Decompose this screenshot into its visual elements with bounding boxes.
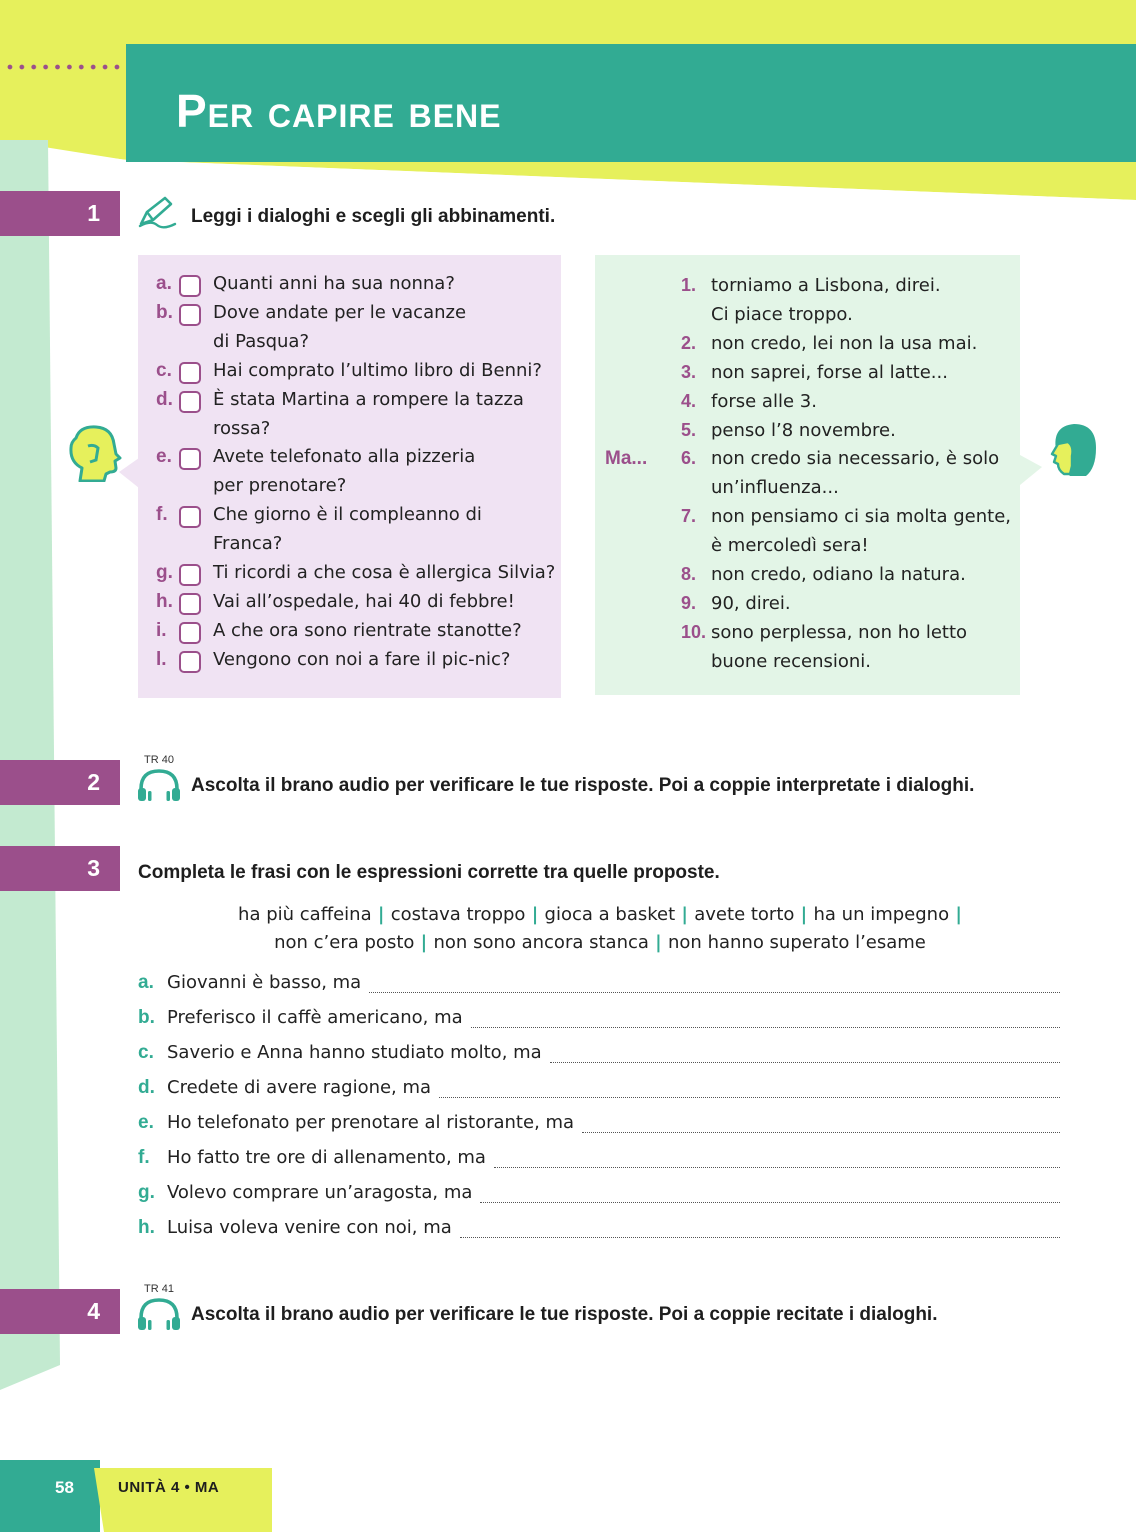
answer-blank[interactable]	[369, 992, 1060, 993]
sentence-text: Luisa voleva venire con noi, ma	[167, 1217, 452, 1238]
answer-number: 3.	[681, 361, 697, 382]
answer-checkbox[interactable]	[179, 304, 201, 326]
question-letter: c.	[156, 359, 172, 381]
sentence-text: Saverio e Anna hanno studiato molto, ma	[167, 1042, 542, 1063]
question-text: per prenotare?	[213, 475, 347, 497]
expression-option: gioca a basket	[544, 904, 676, 925]
sentence-text: Credete di avere ragione, ma	[167, 1077, 432, 1098]
answer-checkbox[interactable]	[179, 391, 201, 413]
options-row-2	[138, 929, 1062, 957]
question-letter: l.	[156, 648, 167, 670]
question-text: Ti ricordi a che cosa è allergica Silvia?	[213, 562, 556, 583]
sentence-letter: h.	[138, 1217, 155, 1238]
question-letter: b.	[156, 301, 173, 323]
question-letter: e.	[156, 446, 172, 468]
speech-tail-right	[1018, 455, 1044, 487]
answer-number: 6.	[681, 448, 697, 469]
answer-blank[interactable]	[494, 1167, 1060, 1168]
options-row-1	[138, 901, 1062, 929]
answer-text: non credo, odiano la natura.	[711, 564, 966, 585]
exercise-4-instruction: Ascolta il brano audio per verificare le tue risposte. Poi a coppie recitate i dialoghi.	[191, 1304, 938, 1325]
answer-text: non saprei, forse al latte...	[711, 361, 948, 383]
expression-option: avete torto	[694, 904, 795, 925]
questions-box	[138, 255, 561, 698]
answer-checkbox[interactable]	[179, 448, 201, 470]
answer-text: un’influenza...	[711, 477, 839, 499]
question-letter: i.	[156, 619, 167, 641]
expression-option: ha un impegno	[813, 904, 950, 925]
answer-text: è mercoledì sera!	[711, 535, 869, 557]
question-text: A che ora sono rientrate stanotte?	[213, 619, 522, 641]
option-separator: |	[675, 904, 695, 925]
answer-text: penso l’8 novembre.	[711, 419, 896, 441]
answer-text: torniamo a Lisbona, direi.	[711, 275, 941, 296]
sentence-letter: e.	[138, 1112, 154, 1133]
sentence-letter: c.	[138, 1042, 154, 1063]
answer-checkbox[interactable]	[179, 593, 201, 615]
answer-text: forse alle 3.	[711, 390, 817, 412]
footer-unit-tab	[94, 1468, 272, 1532]
answer-number: 4.	[681, 390, 697, 411]
woman-head-icon	[1044, 420, 1100, 482]
answer-number: 1.	[681, 275, 697, 295]
question-letter: a.	[156, 273, 172, 294]
question-text: Avete telefonato alla pizzeria	[213, 446, 476, 468]
sentence-letter: d.	[138, 1077, 155, 1098]
exercise-2-number: 2	[0, 760, 120, 805]
expression-option: non c’era posto	[274, 931, 415, 953]
question-text: Dove andate per le vacanze	[213, 301, 467, 323]
question-text: Che giorno è il compleanno di	[213, 504, 482, 526]
answer-text: sono perplessa, non ho letto	[711, 621, 968, 643]
answer-text: non credo sia necessario, è solo	[711, 448, 1000, 470]
answer-blank[interactable]	[480, 1202, 1060, 1203]
answer-text: buone recensioni.	[711, 650, 872, 672]
exercise-2-instruction: Ascolta il brano audio per verificare le tue risposte. Poi a coppie interpretate i dialoghi.	[191, 775, 975, 796]
question-text: È stata Martina a rompere la tazza	[213, 388, 524, 410]
page-number: 58	[55, 1478, 74, 1497]
answer-text: non credo, lei non la usa mai.	[711, 332, 978, 354]
expression-option: costava troppo	[390, 904, 526, 925]
question-letter: h.	[156, 590, 173, 612]
speech-tail-left	[119, 458, 141, 488]
question-text: di Pasqua?	[213, 330, 310, 352]
sentence-letter: b.	[138, 1007, 155, 1028]
answer-checkbox[interactable]	[179, 622, 201, 644]
question-text: Vai all’ospedale, hai 40 di febbre!	[213, 590, 515, 612]
answer-text: non pensiamo ci sia molta gente,	[711, 506, 1012, 528]
exercise-3-instruction: Completa le frasi con le espressioni corrette tra quelle proposte.	[138, 862, 720, 883]
question-text: Hai comprato l’ultimo libro di Benni?	[213, 359, 542, 381]
unit-label: UNITÀ 4 • MA	[118, 1479, 220, 1496]
headphones-icon[interactable]	[136, 767, 182, 807]
question-text: Franca?	[213, 533, 283, 555]
expression-option: non hanno superato l’esame	[668, 931, 926, 953]
option-separator: |	[414, 931, 434, 953]
exercise-3-number: 3	[0, 846, 120, 891]
option-separator: |	[794, 904, 814, 925]
answer-checkbox[interactable]	[179, 362, 201, 384]
sentence-text: Giovanni è basso, ma	[167, 972, 362, 993]
answer-checkbox[interactable]	[179, 564, 201, 586]
answer-number: 10.	[681, 621, 707, 642]
sentence-text: Ho fatto tre ore di allenamento, ma	[167, 1147, 486, 1168]
answer-text: Ci piace troppo.	[711, 303, 853, 325]
answer-blank[interactable]	[471, 1027, 1060, 1028]
exercise-1-instruction: Leggi i dialoghi e scegli gli abbinamenti.	[191, 206, 556, 227]
answer-number: 7.	[681, 506, 697, 527]
question-letter: g.	[156, 562, 173, 583]
option-separator: |	[949, 904, 962, 925]
headphones-icon[interactable]	[136, 1296, 182, 1336]
answer-blank[interactable]	[582, 1132, 1060, 1133]
question-letter: f.	[156, 504, 168, 526]
exercise-1-number: 1	[0, 191, 120, 236]
answer-number: 8.	[681, 564, 697, 584]
question-letter: d.	[156, 388, 173, 410]
expression-options	[138, 901, 1062, 957]
sentence-letter: f.	[138, 1147, 150, 1168]
sentence-letter: a.	[138, 972, 154, 993]
footer-page-tab	[0, 1460, 100, 1532]
exercise-2-track-label: TR 40	[144, 754, 174, 766]
page-title: Per capire bene	[176, 85, 502, 137]
sentence-text: Preferisco il caffè americano, ma	[167, 1007, 463, 1028]
question-text: Vengono con noi a fare il pic-nic?	[213, 648, 511, 670]
answer-checkbox[interactable]	[179, 506, 201, 528]
sentence-text: Volevo comprare un’aragosta, ma	[167, 1182, 473, 1203]
man-head-icon	[66, 424, 122, 486]
answer-number: 9.	[681, 592, 697, 613]
pencil-writing-icon	[137, 194, 177, 234]
answer-checkbox[interactable]	[179, 651, 201, 673]
answer-blank[interactable]	[550, 1062, 1060, 1063]
answer-checkbox[interactable]	[179, 275, 201, 297]
exercise-4-number: 4	[0, 1289, 120, 1334]
answer-blank[interactable]	[460, 1237, 1060, 1238]
option-separator: |	[371, 904, 391, 925]
expression-option: ha più caffeina	[238, 904, 372, 925]
sentence-letter: g.	[138, 1182, 155, 1203]
exercise-4-track-label: TR 41	[144, 1283, 174, 1295]
answer-blank[interactable]	[439, 1097, 1060, 1098]
option-separator: |	[648, 931, 669, 953]
question-text: rossa?	[213, 417, 271, 439]
answers-prefix: Ma...	[605, 448, 648, 469]
answer-text: 90, direi.	[711, 592, 791, 614]
option-separator: |	[525, 904, 545, 925]
expression-option: non sono ancora stanca	[433, 931, 649, 953]
answer-number: 5.	[681, 419, 697, 440]
answers-box	[595, 255, 1020, 695]
question-text: Quanti anni ha sua nonna?	[213, 273, 455, 294]
sentence-text: Ho telefonato per prenotare al ristorante, ma	[167, 1112, 575, 1133]
answer-number: 2.	[681, 332, 697, 353]
